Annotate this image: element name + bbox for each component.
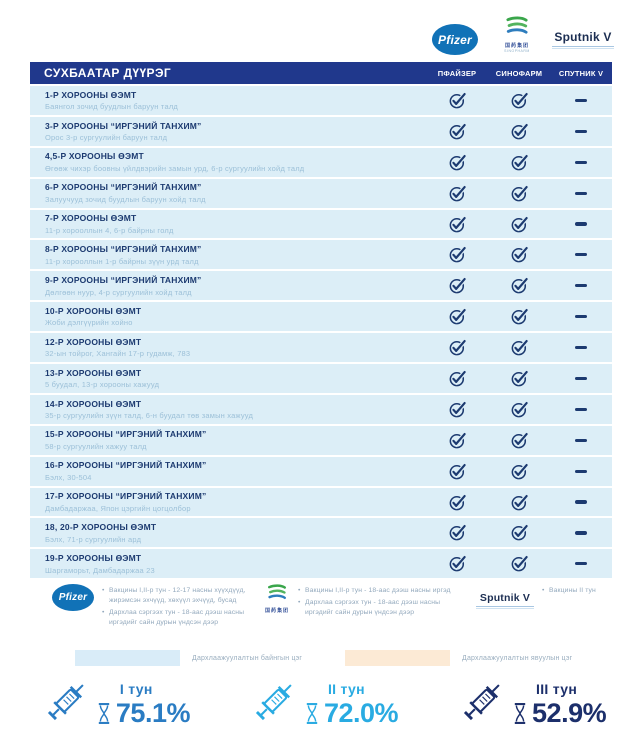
cell-sinopharm <box>488 431 550 450</box>
cell-sinopharm <box>488 493 550 512</box>
dash-icon <box>575 346 587 349</box>
cell-sinopharm <box>488 369 550 388</box>
check-icon <box>510 215 529 234</box>
check-icon <box>510 122 529 141</box>
row-title: 4,5-Р ХОРООНЫ ӨЭМТ <box>45 151 144 162</box>
cell-sinopharm <box>488 245 550 264</box>
sputnik-logo-tagline <box>476 606 534 609</box>
check-icon <box>448 369 467 388</box>
mobile-point-label: Дархлаажуулалтын явуулын цэг <box>462 654 573 662</box>
check-icon <box>510 493 529 512</box>
hourglass-icon <box>96 701 112 726</box>
table-row <box>30 86 612 115</box>
cell-pfizer <box>426 400 488 419</box>
cell-pfizer <box>426 276 488 295</box>
row-text <box>30 121 426 143</box>
row-subtitle: 32-ын тойрог, Хангайн 17-р гудамж, 783 <box>45 349 191 359</box>
dash-icon <box>575 222 587 225</box>
stat-value: 75.1% <box>115 698 190 728</box>
row-subtitle: Дөлгөөн нуур, 4-р сургуулийн хойд талд <box>45 287 192 297</box>
check-icon <box>448 153 467 172</box>
legend-permanent-point <box>75 650 302 666</box>
dash-icon <box>575 253 587 256</box>
map-legend <box>0 650 640 668</box>
check-icon <box>448 462 467 481</box>
row-title: 6-Р ХОРООНЫ “ИРГЭНИЙ ТАНХИМ” <box>45 182 202 193</box>
row-subtitle: Баянгол зочид буудлын баруун талд <box>45 102 178 112</box>
stat-right <box>304 681 398 729</box>
check-icon <box>448 91 467 110</box>
cell-pfizer <box>426 523 488 542</box>
brand-logos <box>430 16 616 60</box>
dash-icon <box>575 439 587 442</box>
check-icon <box>510 462 529 481</box>
dash-icon <box>575 470 587 473</box>
cell-pfizer <box>426 307 488 326</box>
dash-icon <box>575 531 587 534</box>
check-icon <box>510 91 529 110</box>
footnote-item: • Дархлаа сэргээх тун - 18-аас дээш насны иргэдийг сайн дурын үндсэн дээр <box>102 608 262 628</box>
row-text <box>30 182 426 204</box>
dash-icon <box>575 192 587 195</box>
permanent-point-label: Дархлаажуулалтын байнгын цэг <box>192 654 303 662</box>
check-icon <box>510 307 529 326</box>
footnote-item: • Вакцины II тун <box>542 586 596 596</box>
row-text <box>30 275 426 297</box>
row-text <box>30 213 426 235</box>
cell-pfizer <box>426 338 488 357</box>
check-icon <box>510 369 529 388</box>
cell-pfizer <box>426 554 488 573</box>
table-row <box>30 210 612 239</box>
row-title: 9-Р ХОРООНЫ “ИРГЭНИЙ ТАНХИМ” <box>45 275 202 286</box>
dash-icon <box>575 315 587 318</box>
row-subtitle: Бэлх, 30-504 <box>45 472 92 482</box>
cell-pfizer <box>426 245 488 264</box>
fn-sputnik-list <box>542 586 596 609</box>
sinopharm-logo-small <box>264 584 290 620</box>
permanent-point-swatch <box>75 650 180 666</box>
pfizer-logo <box>432 24 478 55</box>
footnote-item: • Дархлаа сэргээх тун - 18-аас дээш насны иргэдийг сайн дурын үндсэн дээр <box>298 598 469 618</box>
fn-pfizer-list <box>102 586 262 629</box>
stat-dose-1 <box>34 676 190 734</box>
sputnik-logo-text: Sputnik V <box>554 30 612 44</box>
cell-sputnik <box>550 470 612 473</box>
row-subtitle: Залуучууд зочид буудлын баруун хойд талд <box>45 194 206 204</box>
mobile-point-swatch <box>345 650 450 666</box>
table-body <box>30 86 612 578</box>
cell-sputnik <box>550 253 612 256</box>
footnote-item: • Вакцины I,II-р тун - 18-аас дээш насны иргэд <box>298 586 469 596</box>
check-icon <box>448 122 467 141</box>
cell-sinopharm <box>488 307 550 326</box>
check-icon <box>448 431 467 450</box>
cell-pfizer <box>426 153 488 172</box>
stat-value: 72.0% <box>323 698 399 728</box>
stat-row <box>304 698 398 729</box>
sinopharm-waves-icon <box>265 584 289 601</box>
row-text <box>30 399 426 421</box>
cell-sinopharm <box>488 122 550 141</box>
stat-label: II тун <box>327 681 365 697</box>
column-header-sputnik: СПУТНИК V <box>558 68 604 78</box>
row-subtitle: 58-р сургуулийн хажуу талд <box>45 441 147 451</box>
cell-pfizer <box>426 91 488 110</box>
cell-sputnik <box>550 408 612 411</box>
check-icon <box>510 431 529 450</box>
cell-sputnik <box>550 346 612 349</box>
table-row <box>30 117 612 146</box>
check-icon <box>510 338 529 357</box>
cell-pfizer <box>426 493 488 512</box>
table-row <box>30 240 612 269</box>
stat-dose-3 <box>450 676 606 734</box>
syringe-icon <box>242 676 300 734</box>
row-text <box>30 522 426 544</box>
check-icon <box>448 276 467 295</box>
row-text <box>30 337 426 359</box>
row-title: 14-Р ХОРООНЫ ӨЭМТ <box>45 398 142 409</box>
row-title: 16-Р ХОРООНЫ “ИРГЭНИЙ ТАНХИМ” <box>45 460 207 471</box>
stat-label: I тун <box>119 681 153 697</box>
cell-sputnik <box>550 222 612 225</box>
row-text <box>30 306 426 328</box>
check-icon <box>510 153 529 172</box>
check-icon <box>510 184 529 203</box>
row-subtitle: 5 буудал, 13-р хорооны хажууд <box>45 380 160 390</box>
dose-stats <box>0 676 640 734</box>
cell-pfizer <box>426 122 488 141</box>
sputnik-logo <box>552 30 614 49</box>
district-title: СУХБААТАР ДҮҮРЭГ <box>44 66 172 80</box>
column-header-pfizer: ПФАЙЗЕР <box>437 68 477 78</box>
row-subtitle: Бэлх, 71-р сургуулийн ард <box>45 534 142 544</box>
stat-right <box>512 681 606 729</box>
table-row <box>30 271 612 300</box>
row-text <box>30 368 426 390</box>
stat-row <box>96 698 190 729</box>
check-icon <box>448 400 467 419</box>
cell-sinopharm <box>488 184 550 203</box>
cell-sputnik <box>550 500 612 503</box>
check-icon <box>448 245 467 264</box>
pfizer-logo-small <box>52 584 94 611</box>
dash-icon <box>575 408 587 411</box>
stat-dose-2 <box>242 676 398 734</box>
sinopharm-logo <box>500 16 534 53</box>
row-subtitle: Шаргаморьт, Дамбадаржаа 23 <box>45 565 155 575</box>
table-row <box>30 457 612 486</box>
row-subtitle: Өгөөж чихэр боовны үйлдвэрийн замын урд, 6-р сургуулийн хойд талд <box>45 163 305 173</box>
row-subtitle: 11-р хорооллын 1-р байрны зүүн урд талд <box>45 256 199 266</box>
cell-sinopharm <box>488 400 550 419</box>
check-icon <box>510 554 529 573</box>
row-text <box>30 90 426 112</box>
check-icon <box>448 493 467 512</box>
table-row <box>30 148 612 177</box>
row-title: 12-Р ХОРООНЫ ӨЭМТ <box>45 336 142 347</box>
check-icon <box>448 338 467 357</box>
table-row <box>30 488 612 517</box>
cell-sputnik <box>550 315 612 318</box>
row-subtitle: Дамбадаржаа, Япон цэргийн цогцолбор <box>45 503 191 513</box>
row-text <box>30 429 426 451</box>
row-text <box>30 244 426 266</box>
cell-pfizer <box>426 462 488 481</box>
table-row <box>30 549 612 578</box>
sinopharm-cn-text: 国药集团 <box>504 43 529 49</box>
check-icon <box>510 276 529 295</box>
footnote-pfizer <box>52 584 262 629</box>
footnote-sputnik <box>476 584 636 609</box>
footnote-sinopharm <box>264 584 469 620</box>
footnotes-section <box>0 584 640 646</box>
row-title: 1-Р ХОРООНЫ ӨЭМТ <box>45 89 137 100</box>
check-icon <box>448 215 467 234</box>
row-subtitle: Орос 3-р сургуулийн баруун талд <box>45 133 168 143</box>
cell-sputnik <box>550 377 612 380</box>
cell-sinopharm <box>488 153 550 172</box>
row-title: 3-Р ХОРООНЫ “ИРГЭНИЙ ТАНХИМ” <box>45 120 202 131</box>
dash-icon <box>575 130 587 133</box>
table-row <box>30 395 612 424</box>
row-title: 19-Р ХОРООНЫ ӨЭМТ <box>45 553 142 564</box>
stat-label: III тун <box>536 681 578 697</box>
row-title: 8-Р ХОРООНЫ “ИРГЭНИЙ ТАНХИМ” <box>45 244 202 255</box>
cell-sinopharm <box>488 215 550 234</box>
sputnik-logo-tagline <box>552 46 614 49</box>
table-row <box>30 364 612 393</box>
row-text <box>30 553 426 575</box>
hourglass-icon <box>304 701 320 726</box>
sputnik-logo-small <box>476 592 534 609</box>
cell-sputnik <box>550 531 612 534</box>
row-text <box>30 460 426 482</box>
check-icon <box>448 184 467 203</box>
table-row <box>30 179 612 208</box>
table-row <box>30 333 612 362</box>
legend-mobile-point <box>345 650 572 666</box>
dash-icon <box>575 161 587 164</box>
cell-pfizer <box>426 184 488 203</box>
cell-sinopharm <box>488 523 550 542</box>
dash-icon <box>575 284 587 287</box>
column-header-sinopharm: СИНОФАРМ <box>495 68 543 78</box>
table-row <box>30 302 612 331</box>
vaccination-table <box>30 62 612 578</box>
table-header <box>30 62 612 84</box>
sinopharm-en-text: SINOPHARM <box>504 49 530 53</box>
cell-pfizer <box>426 215 488 234</box>
syringe-icon <box>450 676 508 734</box>
cell-sinopharm <box>488 462 550 481</box>
row-title: 17-Р ХОРООНЫ “ИРГЭНИЙ ТАНХИМ” <box>45 491 207 502</box>
cell-sinopharm <box>488 554 550 573</box>
table-row <box>30 518 612 547</box>
cell-sputnik <box>550 161 612 164</box>
pfizer-logo-text: Pfizer <box>438 32 472 47</box>
row-title: 10-Р ХОРООНЫ ӨЭМТ <box>45 305 142 316</box>
row-text <box>30 151 426 173</box>
table-row <box>30 426 612 455</box>
check-icon <box>448 523 467 542</box>
check-icon <box>510 523 529 542</box>
stat-right <box>96 681 190 729</box>
cell-sputnik <box>550 130 612 133</box>
row-title: 13-Р ХОРООНЫ ӨЭМТ <box>45 367 142 378</box>
stat-value: 52.9% <box>532 698 607 728</box>
check-icon <box>448 554 467 573</box>
syringe-icon <box>34 676 92 734</box>
hourglass-icon <box>512 701 528 726</box>
dash-icon <box>575 562 587 565</box>
fn-sinopharm-list <box>298 586 469 620</box>
dash-icon <box>575 377 587 380</box>
sinopharm-waves-icon <box>502 16 532 36</box>
row-subtitle: Жоби дэлгүүрийн хойно <box>45 318 133 328</box>
cell-sinopharm <box>488 91 550 110</box>
row-title: 15-Р ХОРООНЫ “ИРГЭНИЙ ТАНХИМ” <box>45 429 207 440</box>
cell-pfizer <box>426 369 488 388</box>
cell-pfizer <box>426 431 488 450</box>
cell-sinopharm <box>488 276 550 295</box>
row-title: 18, 20-Р ХОРООНЫ ӨЭМТ <box>45 522 157 533</box>
footnote-item: • Вакцины I,II-р тун - 12-17 насны хүүхдүүд, жирэмсэн эхчүүд, хөхүүл эхчүүд, бусад <box>102 586 262 606</box>
check-icon <box>448 307 467 326</box>
row-subtitle: 11-р хорооллын 4, 6-р байрны голд <box>45 225 174 235</box>
dash-icon <box>575 99 587 102</box>
sinopharm-cn-text: 国药集团 <box>264 608 289 614</box>
check-icon <box>510 400 529 419</box>
row-subtitle: 35-р сургуулийн зүүн талд, 6-н буудал төв замын хажууд <box>45 411 254 421</box>
pfizer-logo-text: Pfizer <box>58 592 88 603</box>
row-text <box>30 491 426 513</box>
cell-sinopharm <box>488 338 550 357</box>
cell-sputnik <box>550 192 612 195</box>
check-icon <box>510 245 529 264</box>
sputnik-logo-text: Sputnik V <box>479 592 531 604</box>
cell-sputnik <box>550 562 612 565</box>
cell-sputnik <box>550 99 612 102</box>
row-title: 7-Р ХОРООНЫ ӨЭМТ <box>45 213 137 224</box>
stat-row <box>512 698 606 729</box>
cell-sputnik <box>550 284 612 287</box>
cell-sputnik <box>550 439 612 442</box>
dash-icon <box>575 500 587 503</box>
